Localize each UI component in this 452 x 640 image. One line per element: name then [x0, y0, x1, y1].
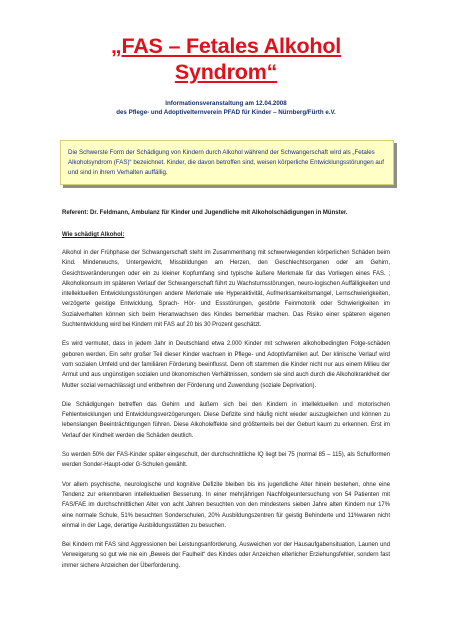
body-paragraph: So werden 50% der FAS-Kinder später eingeschult, der durchschnittliche IQ liegt bei 75 (normal 85 – 115), als Schulformen werden Sonder-Haupt-oder G-Schulen gewählt.	[62, 452, 390, 469]
body-paragraph: Die Schädigungen betreffen das Gehirn und äußern sich bei den Kindern in intellektuellen und motorischen Fehlentwicklungen und Entwicklungsverzögerungen. Diese Defizite sind häufig nicht wieder auszugleichen und können zu lebenslangen Beeinträchtigungen führen. Diese Alkoholeffekte sind größtenteils bei der Geburt kaum zu erkennen. Erst im Verlauf der Kindheit werden die Schäden deutlich.	[62, 401, 390, 439]
section-heading: Wie schädigt Alkohol:	[62, 232, 125, 238]
document-title: „FAS – Fetales Alkohol Syndrom“	[110, 34, 342, 84]
referent-line: Referent: Dr. Feldmann, Ambulanz für Kinder und Jugendliche mit Alkoholschädigungen in Münster.	[62, 210, 348, 216]
summary-callout-box: Die Schwerste Form der Schädigung von Kindern durch Alkohol während der Schwangerschaft wird als „Fetales Alkoholsyndrom (FAS)“ bezeichnet. Kinder, die davon betroffen sind, weisen körperliche Entwicklungsstörungen auf und sind in ihrem Verhalten auffällig.	[60, 140, 394, 185]
body-paragraph: Bei Kindern mit FAS sind Aggressionen bei Leistungsanforderung, Ausweichen vor der Hausaufgabensituation, Launen und Verweigerung so gut wie nie ein „Beweis der Faulheit“ des Kindes oder Anzeichen elterlicher Erziehungsfehler, sondern fast immer sichere Anzeichen der Überforderung.	[62, 542, 390, 569]
body-paragraph: Alkohol in der Frühphase der Schwangerschaft steht im Zusammenhang mit schwerwiegenden körperlichen Schäden beim Kind. Minderwuchs, Untergewicht, Missbildungen am Herzen, den Geschlechtsorganen oder am Gehirn, Gesichtsveränderungen oder ein zu kleiner Kopfumfang sind typische äußere Merkmale für das Vorliegen eines FAS. ; Alkoholkonsum im späteren Verlauf der Schwangerschaft führt zu Wachstumsstörungen, neuro-logischen Auffälligkeiten und intellektuellen Entwicklungsstörungen andere Merkmale wie Hyperaktivität, Aufmerksamkeitsmangel, Lernschwierigkeiten, verzögerte geistige Entwicklung, Sprach- Hör- und Essstörungen, gestörte Feinmotorik oder Schwierigkeiten im Sozialverhalten können sich beim Heranwachsen des Kindes bemerkbar machen. Das Risiko einer späteren eigenen Suchtentwicklung wird bei Kindern mit FAS auf 20 bis 30 Prozent geschätzt.	[62, 250, 390, 329]
body-paragraph: Vor allem psychische, neurologische und kognitive Defizite bleiben bis ins jugendliche Alter hinein bestehen, ohne eine Tendenz zur erkennbaren intellektuellen Besserung. In einer mehrjährigen Nachfolgeuntersuchung von 54 Patienten mit FAS/FAE im durchschnittlichen Alter von acht Jahren besuchten von den mindestens sieben Jahre alten Kindern nur 17% eine normale Schule, 51% besuchten Sonderschulen, 20% Ausbildungszentren für geistig Behinderte und 11%waren nicht einmal in der Lage, derartige Ausbildungsstätten zu besuchen.	[62, 481, 390, 529]
event-info	[62, 99, 390, 117]
event-date-line: Informationsveranstaltung am 12.04.2008	[165, 100, 287, 107]
body-paragraph: Es wird vermutet, dass in jedem Jahr in Deutschland etwa 2.000 Kinder mit schweren alkoholbedingten Folge-schäden geboren werden. Ein sehr großer Teil dieser Kinder wachsen in Pflege- und Adoptivfamilien auf. Der klinische Verlauf wird vom sozialen Umfeld und der familiären Förderung beeinflusst. Denn oft stammen die Kinder nicht nur aus einem Milieu der Armut und aus ungünstigen sozialen und ökonomischen Verhältnissen, sondern sie sind auch durch die Alkoholkrankheit der Mutter sozial vernachlässigt und entbehren der Förderung und Zuwendung (soziale Deprivation).	[62, 341, 390, 389]
event-host-line: des Pflege- und Adoptivelternverein PFAD für Kinder – Nürnberg/Fürth e.V.	[116, 109, 336, 116]
